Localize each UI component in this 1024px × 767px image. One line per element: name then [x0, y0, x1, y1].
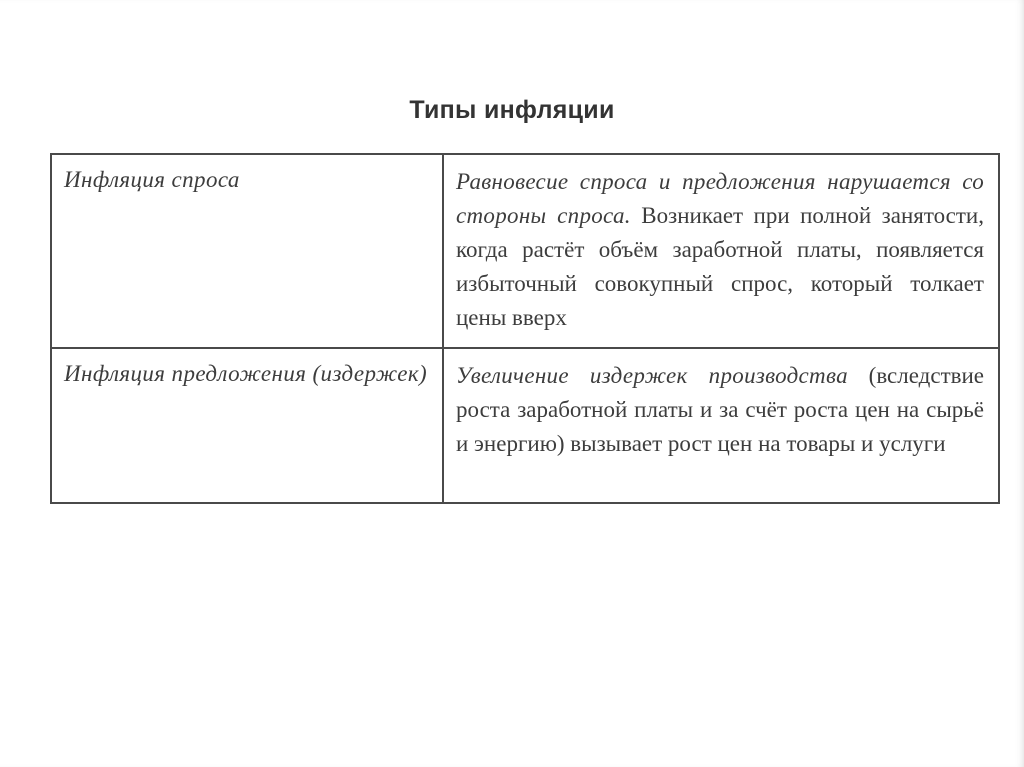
description-text: Возникает при полной занятости, когда растёт объём заработной платы, появляется избыточный совокупный спрос, который толкает цены вверх — [456, 203, 984, 330]
description-italic: Увеличение издержек производства — [456, 363, 848, 389]
page-title: Типы инфляции — [409, 96, 615, 124]
description-italic: Равновесие спроса и предложения нарушается со стороны спроса. — [456, 169, 984, 228]
inflation-type-name: Инфляция спроса — [51, 154, 443, 348]
inflation-types-table — [50, 153, 1000, 504]
table-row — [51, 154, 999, 348]
inflation-type-description — [443, 348, 999, 503]
table-row — [51, 348, 999, 503]
description-text: (вследствие роста заработной платы и за счёт роста цен на сырьё и энергию) вызывает рост цен на товары и услуги — [456, 363, 984, 457]
inflation-type-name: Инфляция предложения (издержек) — [51, 348, 443, 503]
inflation-type-description — [443, 154, 999, 348]
